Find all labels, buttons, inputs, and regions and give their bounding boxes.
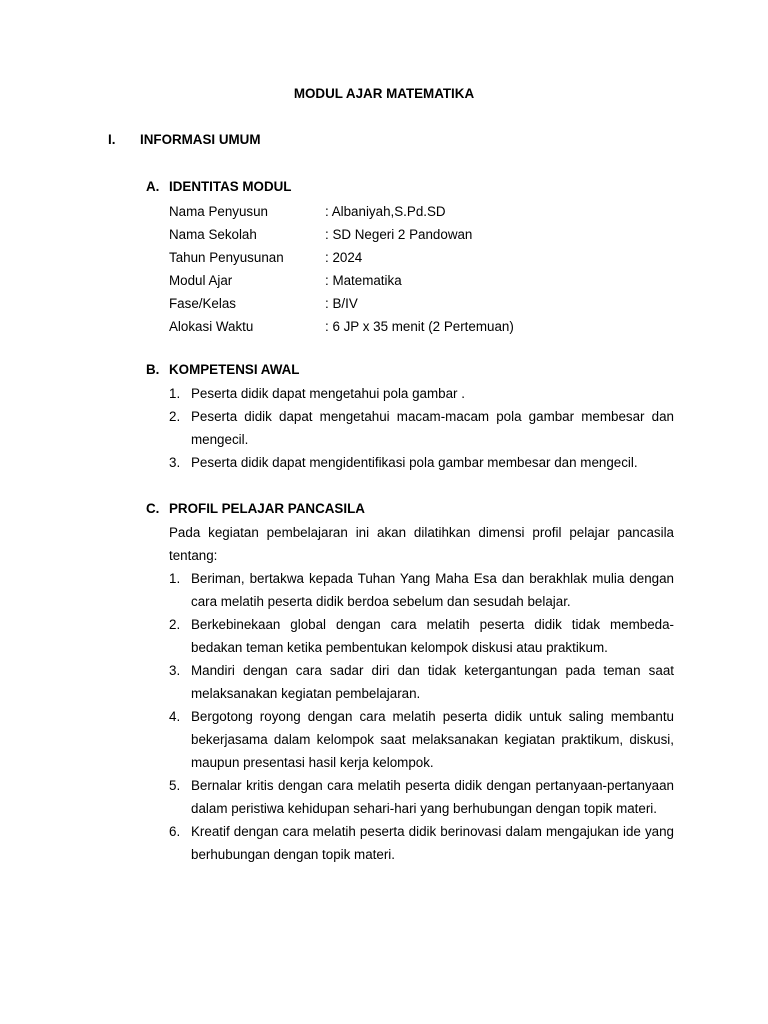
list-text: Berkebinekaan global dengan cara melatih peserta didik tidak membeda-bedakan teman ketika pembentukan kelompok diskusi atau praktikum. [191,617,674,655]
list-text: Kreatif dengan cara melatih peserta didik berinovasi dalam mengajukan ide yang berhubungan dengan topik materi. [191,824,674,862]
identitas-value: : 2024 [325,250,363,265]
identitas-row [169,269,514,292]
list-text: Peserta didik dapat mengetahui pola gambar . [191,386,465,401]
identitas-label: Fase/Kelas [169,296,236,311]
list-item [169,382,674,405]
identitas-value: : Albaniyah,S.Pd.SD [325,204,446,219]
list-number: 1. [169,571,181,586]
profil-content [169,521,674,866]
document-title: MODUL AJAR MATEMATIKA [293,86,475,101]
list-item [169,451,674,474]
identitas-row [169,223,514,246]
list-number: 2. [169,409,181,424]
section-informasi-umum-heading [108,132,261,147]
list-number: 2. [169,617,181,632]
list-item [169,659,674,705]
identitas-row [169,200,514,223]
list-number: 3. [169,663,181,678]
identitas-modul-heading [146,179,292,194]
list-text: Beriman, bertakwa kepada Tuhan Yang Maha Esa dan berakhlak mulia dengan cara melatih peserta didik berdoa sebelum dan sesudah belajar. [191,571,674,609]
list-text: Peserta didik dapat mengidentifikasi pola gambar membesar dan mengecil. [191,455,638,470]
kompetensi-awal-heading [146,362,299,377]
identitas-label: Tahun Penyusunan [169,250,284,265]
list-item [169,774,674,820]
list-item [169,705,674,774]
identitas-label: Nama Penyusun [169,204,268,219]
list-text: Mandiri dengan cara sadar diri dan tidak ketergantungan pada teman saat melaksanakan kegiatan pembelajaran. [191,663,674,701]
list-item [169,820,674,866]
identitas-title: IDENTITAS MODUL [169,179,292,194]
profil-intro: Pada kegiatan pembelajaran ini akan dilatihkan dimensi profil pelajar pancasila tentang: [169,525,674,563]
list-number: 4. [169,709,181,724]
list-item [169,405,674,451]
list-item [169,567,674,613]
identitas-label: Nama Sekolah [169,227,257,242]
list-number: 1. [169,386,181,401]
identitas-value: : Matematika [325,273,402,288]
identitas-row [169,315,514,338]
list-text: Peserta didik dapat mengetahui macam-macam pola gambar membesar dan mengecil. [191,409,674,447]
profil-letter: C. [146,501,160,516]
list-number: 3. [169,455,181,470]
section-title: INFORMASI UMUM [140,132,261,147]
identitas-value: : 6 JP x 35 menit (2 Pertemuan) [325,319,514,334]
profil-pelajar-pancasila-heading [146,501,365,516]
kompetensi-letter: B. [146,362,160,377]
identitas-value: : B/IV [325,296,358,311]
list-text: Bernalar kritis dengan cara melatih peserta didik dengan pertanyaan-pertanyaan dalam peristiwa kehidupan sehari-hari yang berhubungan dengan topik materi. [191,778,674,816]
profil-title: PROFIL PELAJAR PANCASILA [169,501,365,516]
identitas-letter: A. [146,179,160,194]
section-number: I. [108,132,116,147]
list-text: Bergotong royong dengan cara melatih peserta didik untuk saling membantu bekerjasama dalam kelompok saat melaksanakan kegiatan praktikum, diskusi, maupun presentasi hasil kerja kelompok. [191,709,674,770]
identitas-table [169,200,514,338]
identitas-label: Modul Ajar [169,273,233,288]
kompetensi-list [169,382,674,474]
identitas-row [169,246,514,269]
list-number: 5. [169,778,181,793]
kompetensi-title: KOMPETENSI AWAL [169,362,300,377]
list-item [169,613,674,659]
identitas-value: : SD Negeri 2 Pandowan [325,227,473,242]
list-number: 6. [169,824,181,839]
identitas-row [169,292,514,315]
identitas-label: Alokasi Waktu [169,319,254,334]
